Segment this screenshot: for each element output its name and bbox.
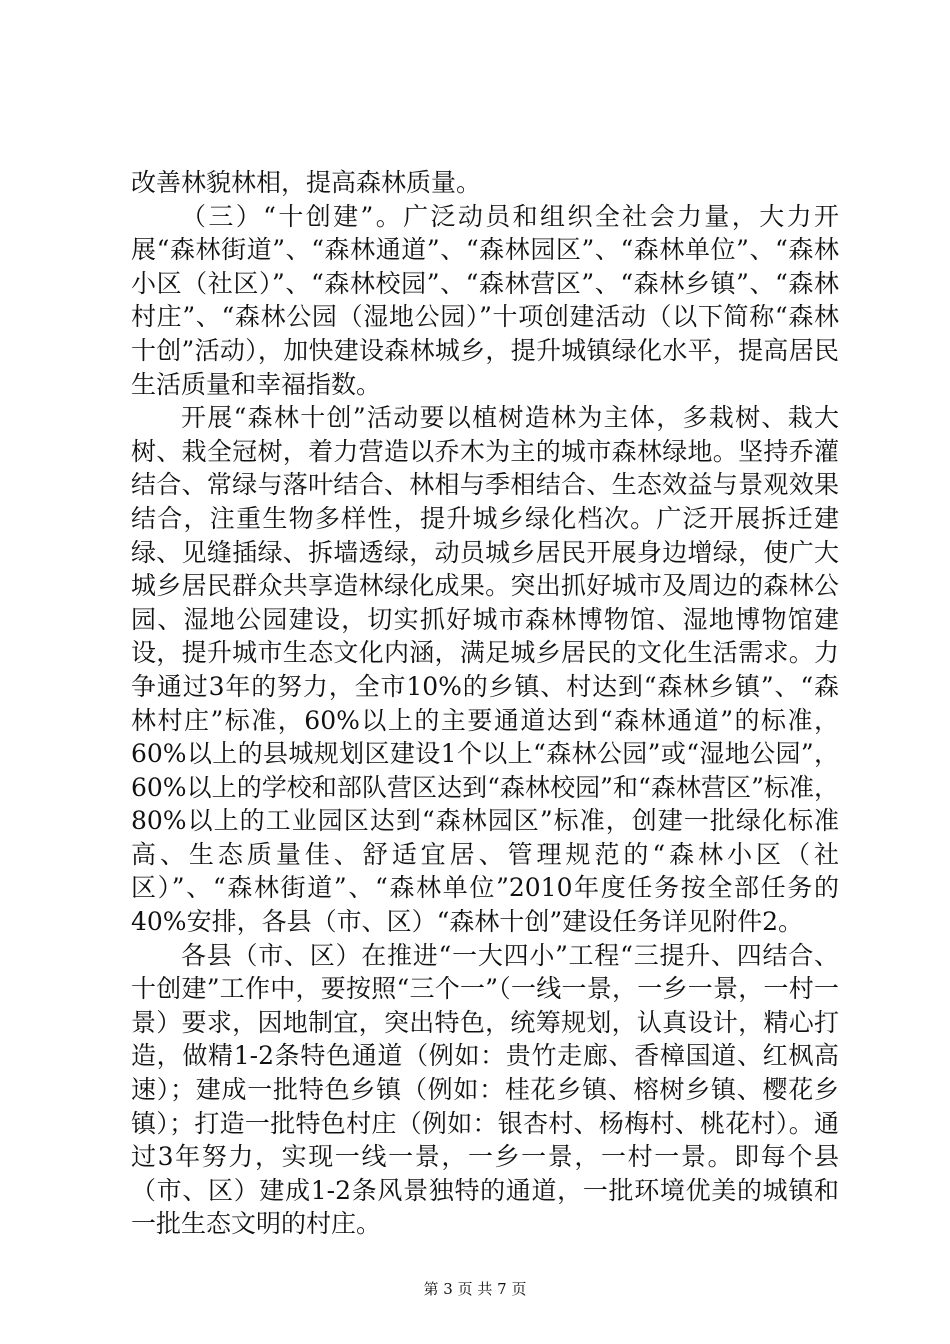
document-body	[131, 166, 839, 1241]
paragraph-county-requirements: 各县（市、区）在推进“一大四小”工程“三提升、四结合、十创建”工作中，要按照“三个一”（一线一景，一乡一景，一村一景）要求，因地制宜，突出特色，统筹规划，认真设计，精心打造，做精1-2条特色通道（例如：贵竹走廊、香樟国道、红枫高速）；建成一批特色乡镇（例如：桂花乡镇、榕树乡镇、樱花乡镇）；打造一批特色村庄（例如：银杏村、杨梅村、桃花村）。通过3年努力，实现一线一景，一乡一景，一村一景。即每个县（市、区）建成1-2条风景独特的通道，一批环境优美的城镇和一批生态文明的村庄。	[131, 940, 839, 1239]
paragraph-continuation: 改善林貌林相，提高森林质量。	[131, 168, 482, 197]
paragraph-forest-activities: 开展“森林十创”活动要以植树造林为主体，多栽树、栽大树、栽全冠树，着力营造以乔木为主的城市森林绿地。坚持乔灌结合、常绿与落叶结合、林相与季相结合、生态效益与景观效果结合，注重生物多样性，提升城乡绿化档次。广泛开展拆迁建绿、见缝插绿、拆墙透绿，动员城乡居民开展身边增绿，使广大城乡居民群众共享造林绿化成果。突出抓好城市及周边的森林公园、湿地公园建设，切实抓好城市森林博物馆、湿地博物馆建设，提升城市生态文化内涵，满足城乡居民的文化生活需求。力争通过3年的努力，全市10%的乡镇、村达到“森林乡镇”、“森林村庄”标准，60%以上的主要通道达到“森林通道”的标准，60%以上的县城规划区建设1个以上“森林公园”或“湿地公园”，60%以上的学校和部队营区达到“森林校园”和“森林营区”标准，80%以上的工业园区达到“森林园区”标准，创建一批绿化标准高、生态质量佳、舒适宜居、管理规范的“森林小区（社区）”、“森林街道”、“森林单位”2010年度任务按全部任务的40%安排，各县（市、区）“森林十创”建设任务详见附件2。	[131, 403, 839, 937]
page-footer: 第 3 页 共 7 页	[423, 1280, 527, 1298]
paragraph-ten-creations: （三）“十创建”。广泛动员和组织全社会力量，大力开展“森林街道”、“森林通道”、“森林园区”、“森林单位”、“森林小区（社区）”、“森林校园”、“森林营区”、“森林乡镇”、“森林村庄”、“森林公园（湿地公园）”十项创建活动（以下简称“森林十创”活动），加快建设森林城乡，提升城镇绿化水平，提高居民生活质量和幸福指数。	[131, 201, 839, 399]
